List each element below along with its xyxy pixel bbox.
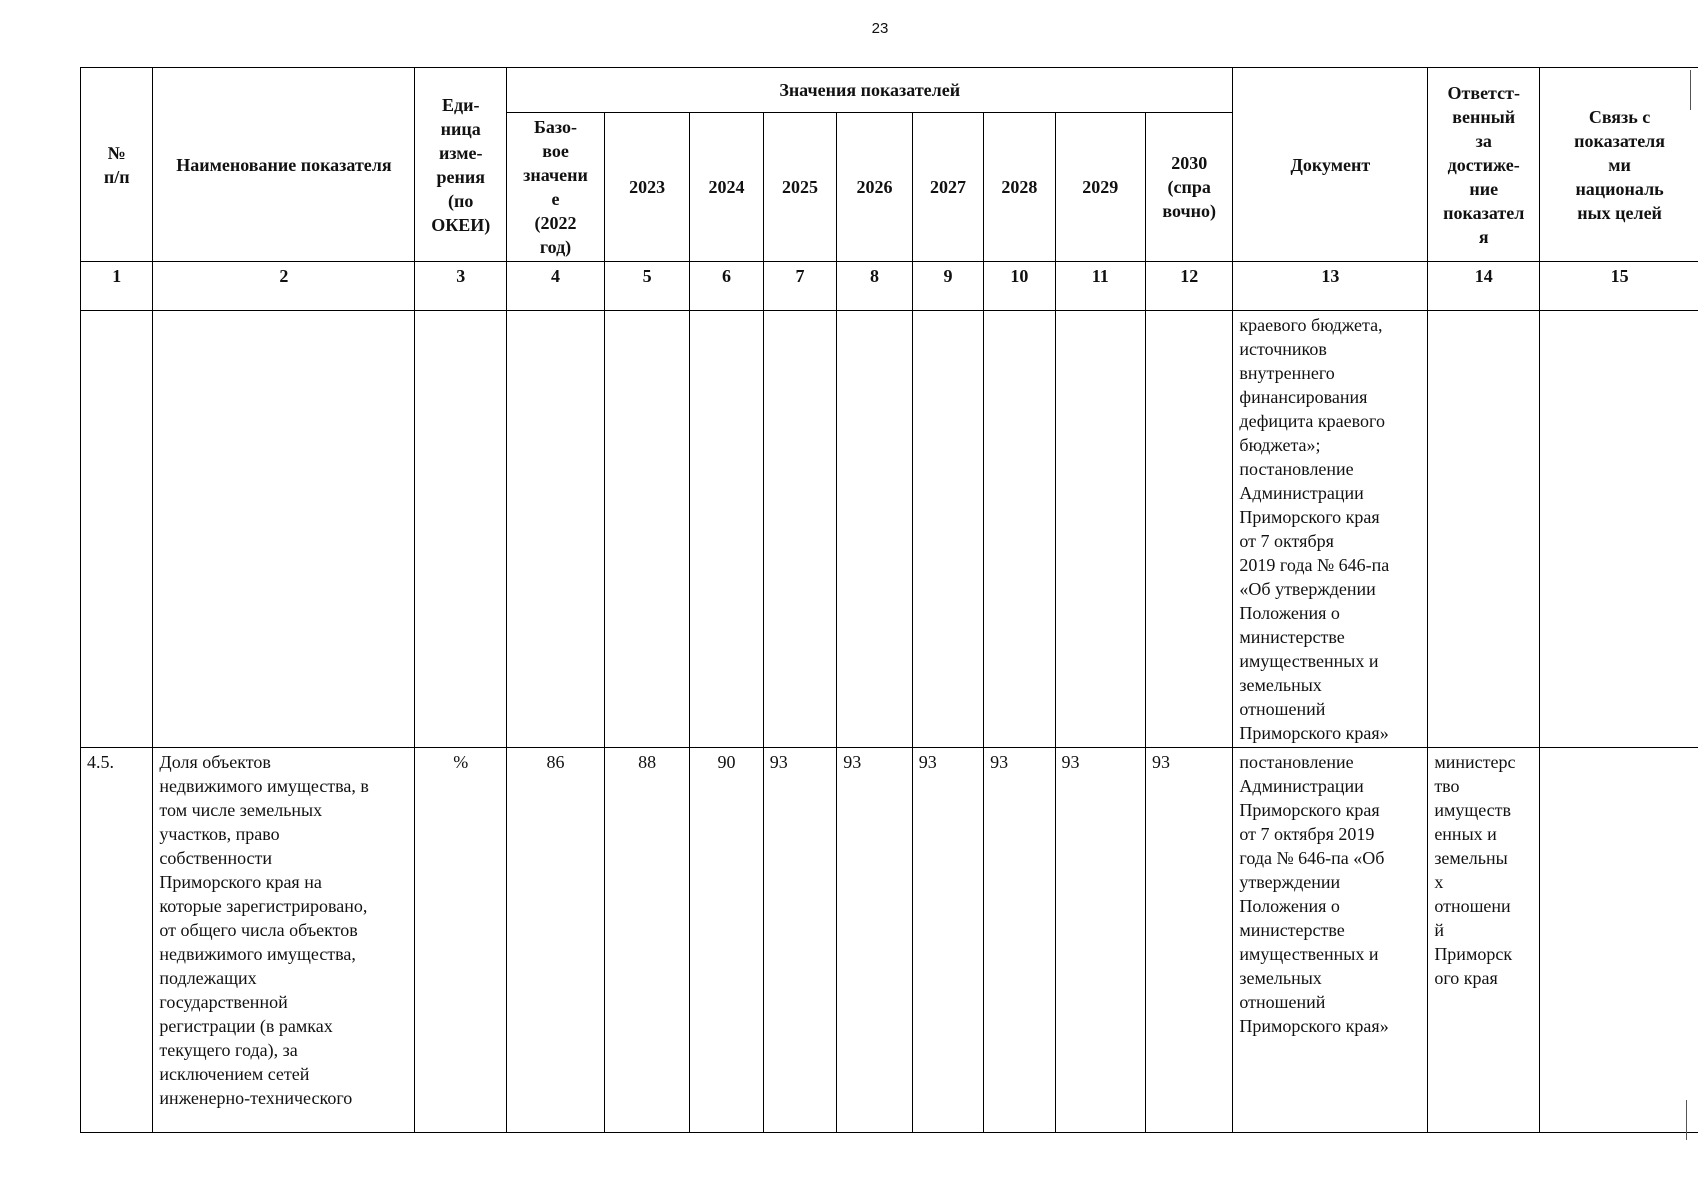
- column-number: 1: [81, 262, 153, 311]
- empty-cell: [81, 311, 153, 748]
- value-2023-cell: 88: [605, 748, 690, 1133]
- header-year-2027: 2027: [912, 113, 983, 262]
- header-year-2030: 2030 (спра вочно): [1146, 113, 1233, 262]
- header-year-2029: 2029: [1055, 113, 1146, 262]
- empty-cell: [1428, 311, 1540, 748]
- empty-cell: [763, 311, 836, 748]
- empty-cell: [507, 311, 605, 748]
- value-2027-cell: 93: [912, 748, 983, 1133]
- column-number: 9: [912, 262, 983, 311]
- column-number: 6: [690, 262, 763, 311]
- continuation-row: [81, 311, 1698, 748]
- column-number: 5: [605, 262, 690, 311]
- empty-cell: [690, 311, 763, 748]
- empty-cell: [605, 311, 690, 748]
- empty-cell: [1055, 311, 1146, 748]
- column-number: 2: [153, 262, 415, 311]
- responsible-cell: министерс тво имуществ енных и земельны х отношени й Приморск ого края: [1428, 748, 1540, 1133]
- header-number: № п/п: [81, 68, 153, 262]
- header-national-goals-link: Связь с показателя ми националь ных целей: [1540, 68, 1698, 262]
- indicator-name-cell: Доля объектов недвижимого имущества, в том числе земельных участков, право собственности Приморского края на которые зарегистрировано, от общего числа объектов недвижимого имущества, подлежащих государственной регистрации (в рамках текущего года), за исключением сетей инженерно-технического: [153, 748, 415, 1133]
- empty-cell: [984, 311, 1055, 748]
- header-year-2025: 2025: [763, 113, 836, 262]
- header-values-group: Значения показателей: [507, 68, 1233, 113]
- column-number: 7: [763, 262, 836, 311]
- header-year-2028: 2028: [984, 113, 1055, 262]
- empty-cell: [415, 311, 507, 748]
- header-unit: Еди- ница изме- рения (по ОКЕИ): [415, 68, 507, 262]
- column-number: 14: [1428, 262, 1540, 311]
- column-number: 15: [1540, 262, 1698, 311]
- header-year-2024: 2024: [690, 113, 763, 262]
- column-number: 10: [984, 262, 1055, 311]
- column-number: 4: [507, 262, 605, 311]
- column-number: 12: [1146, 262, 1233, 311]
- scan-margin-mark: [1690, 70, 1691, 110]
- scan-margin-mark: [1686, 1100, 1687, 1140]
- row-number-cell: 4.5.: [81, 748, 153, 1133]
- column-number: 3: [415, 262, 507, 311]
- value-2026-cell: 93: [837, 748, 913, 1133]
- document-continued-cell: краевого бюджета, источников внутреннего финансирования дефицита краевого бюджета»; постановление Администрации Приморского края от 7 октября 2019 года № 646-па «Об утверждении Положения о министерстве имущественных и земельных отношений Приморского края»: [1233, 311, 1428, 748]
- base-value-cell: 86: [507, 748, 605, 1133]
- empty-cell: [153, 311, 415, 748]
- table-row-4-5: [81, 748, 1698, 1133]
- unit-cell: %: [415, 748, 507, 1133]
- empty-cell: [837, 311, 913, 748]
- column-numbers-row: [81, 262, 1698, 311]
- header-document: Документ: [1233, 68, 1428, 262]
- value-2024-cell: 90: [690, 748, 763, 1133]
- empty-cell: [912, 311, 983, 748]
- national-goals-link-cell: [1540, 748, 1698, 1133]
- empty-cell: [1540, 311, 1698, 748]
- empty-cell: [1146, 311, 1233, 748]
- header-indicator-name: Наименование показателя: [153, 68, 415, 262]
- column-number: 13: [1233, 262, 1428, 311]
- document-cell: постановление Администрации Приморского края от 7 октября 2019 года № 646-па «Об утверждении Положения о министерстве имущественных и земельных отношений Приморского края»: [1233, 748, 1428, 1133]
- value-2025-cell: 93: [763, 748, 836, 1133]
- header-base-value: Базо- вое значени е (2022 год): [507, 113, 605, 262]
- header-responsible: Ответст- венный за достиже- ние показател я: [1428, 68, 1540, 262]
- page-number: 23: [871, 20, 889, 37]
- value-2029-cell: 93: [1055, 748, 1146, 1133]
- value-2028-cell: 93: [984, 748, 1055, 1133]
- header-year-2023: 2023: [605, 113, 690, 262]
- column-number: 11: [1055, 262, 1146, 311]
- value-2030-cell: 93: [1146, 748, 1233, 1133]
- header-year-2026: 2026: [837, 113, 913, 262]
- column-number: 8: [837, 262, 913, 311]
- indicators-table: [80, 67, 1698, 1133]
